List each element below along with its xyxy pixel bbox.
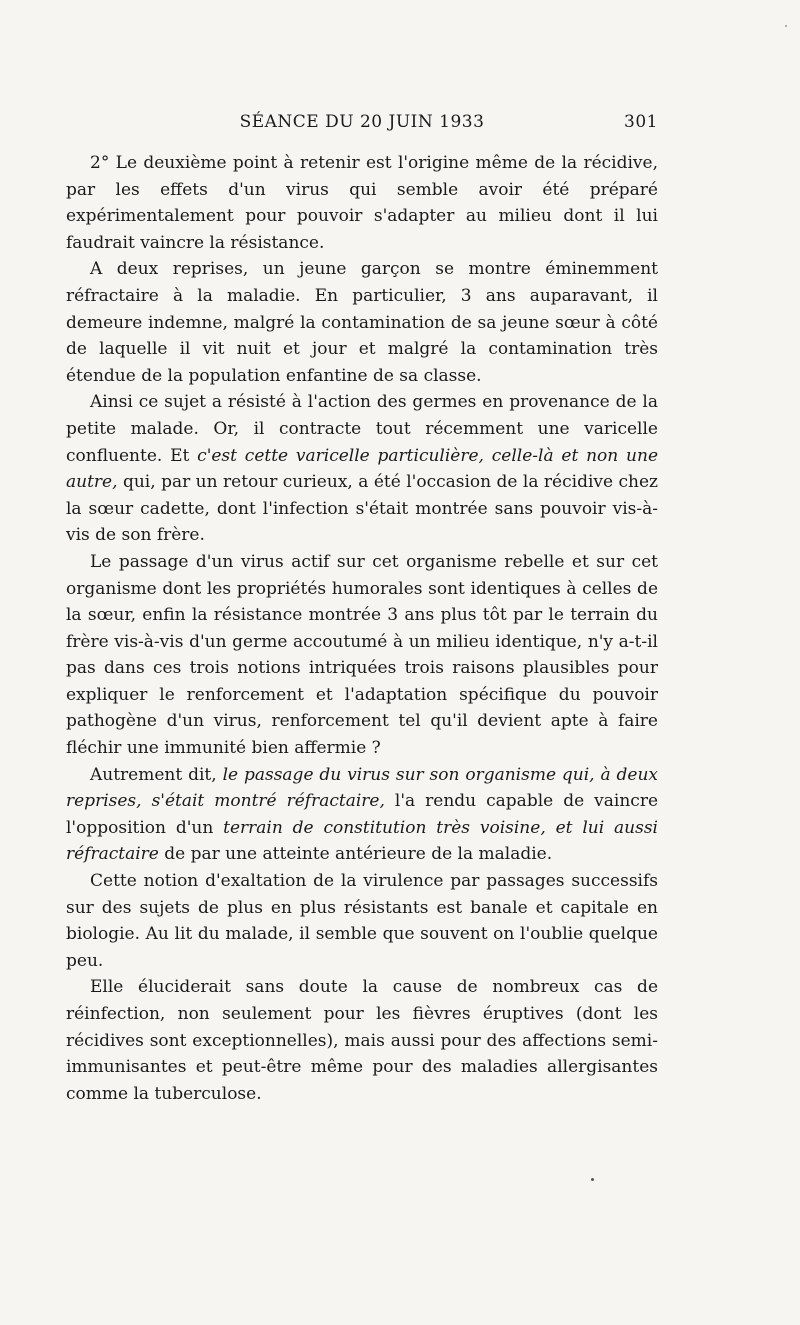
- text-run: 2° Le deuxième point à retenir est l'origine même de la récidive, par les effets d'un virus qui semble avoir été préparé expérimentalement pour pouvoir s'adapter au milieu dont il lui faudrait vaincre la résistance.: [66, 153, 658, 253]
- text-run: Ainsi ce sujet a résisté à l'action des germes en provenance de la petite malade. Or, il contracte tout récemment une varicelle confluente. Et: [66, 392, 658, 466]
- paragraph: [66, 974, 658, 1107]
- paragraph: [66, 762, 658, 868]
- paragraph: [66, 256, 658, 389]
- page-number: 301: [624, 112, 658, 132]
- running-title: SÉANCE DU 20 JUIN 1933: [239, 112, 485, 132]
- italic-run: c'est cette varicelle particulière, celle-là et non une autre,: [66, 445, 658, 493]
- paragraph: [66, 389, 658, 549]
- body-text: [66, 150, 658, 1107]
- text-run: l'a rendu capable de vaincre l'opposition d'un: [66, 791, 659, 838]
- text-run: Elle éluciderait sans doute la cause de nombreux cas de réinfection, non seulement pour les fièvres éruptives (dont les récidives sont exceptionnelles), mais aussi pour des affections semi-immunisantes et peut-être même pour des maladies allergisantes comme la tuberculose.: [66, 977, 658, 1104]
- paper-speck: [591, 1178, 594, 1181]
- italic-run: terrain de constitution très voisine, et lui aussi réfractaire: [66, 817, 658, 865]
- paragraph: [66, 150, 658, 256]
- paper-speck: [785, 25, 787, 27]
- text-run: qui, par un retour curieux, a été l'occasion de la récidive chez la sœur cadette, dont l'infection s'était montrée sans pouvoir vis-à-vis de son frère.: [66, 472, 658, 546]
- text-run: Le passage d'un virus actif sur cet organisme rebelle et sur cet organisme dont les propriétés humorales sont identiques à celles de la sœur, enfin la résistance montrée 3 ans plus tôt par le terrain du frère vis-à-vis d'un germe accoutumé à un milieu identique, n'y a-t-il pas dans ces trois notions intriquées trois raisons plausibles pour expliquer le renforcement et l'adaptation spécifique du pouvoir pathogène d'un virus, renforcement tel qu'il devient apte à faire fléchir une immunité bien affermie ?: [66, 551, 658, 759]
- text-run: Cette notion d'exaltation de la virulence par passages successifs sur des sujets de plus en plus résistants est banale et capitale en biologie. Au lit du malade, il semble que souvent on l'oublie quelque peu.: [66, 871, 658, 971]
- italic-run: le passage du virus sur son organisme qui, à deux reprises, s'était montré réfractaire,: [66, 764, 658, 812]
- text-run: de par une atteinte antérieure de la maladie.: [158, 844, 553, 865]
- text-run: Autrement dit,: [90, 764, 223, 785]
- paragraph: [66, 868, 658, 974]
- text-run: A deux reprises, un jeune garçon se montre éminemment réfractaire à la maladie. En particulier, 3 ans auparavant, il demeure indemne, malgré la contamination de sa jeune sœur à côté de laquelle il vit nuit et jour et malgré la contamination très étendue de la population enfantine de sa classe.: [66, 259, 658, 386]
- paragraph: [66, 549, 658, 762]
- running-head: [66, 112, 658, 142]
